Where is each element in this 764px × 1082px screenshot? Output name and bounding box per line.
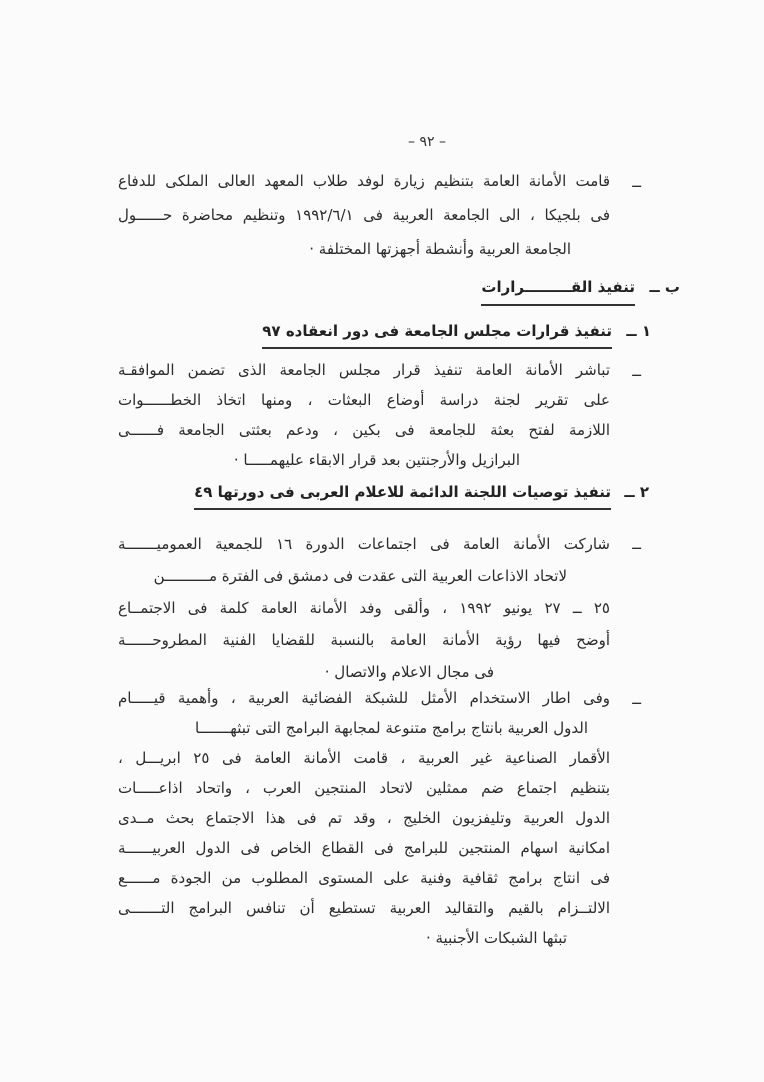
subsection-2-marker: ٢ ــ xyxy=(624,483,649,501)
bullet-dash-icon: ــ xyxy=(632,173,641,191)
text-line: امكانية اسهام المنتجين للبرامج فى القطاع الخاص فى الدول العربيــــــة xyxy=(118,839,610,857)
text-line: فى انتاج برامج ثقافية وفنية على المستوى المطلوب من الجودة مــــــع xyxy=(118,869,610,887)
text-line: تباشر الأمانة العامة تنفيذ قرار مجلس الجامعة الذى تضمن الموافقـة xyxy=(118,361,610,379)
subsection-1-marker: ١ ــ xyxy=(626,322,651,340)
text-line: الجامعة العربية وأنشطة أجهزتها المختلفة · xyxy=(309,240,571,258)
section-b-marker: ب ــ xyxy=(649,278,680,296)
text-line: شاركت الأمانة العامة فى اجتماعات الدورة ١٦ للجمعية العموميـــــــة xyxy=(118,535,610,553)
text-line: الالتــزام بالقيم والتقاليد العربية تستطيع أن تنافس البرامج التـــــــى xyxy=(118,899,610,917)
page-number: – ٩٢ – xyxy=(408,134,446,150)
text-line: وفى اطار الاستخدام الأمثل للشبكة الفضائية العربية ، وأهمية قيـــــام xyxy=(118,689,610,707)
text-line: اللازمة لفتح بعثة للجامعة فى بكين ، ودعم بعثتى الجامعة فــــــى xyxy=(118,421,610,439)
text-line: ٢٥ ــ ٢٧ يونيو ١٩٩٢ ، وألقى وفد الأمانة العامة كلمة فى الاجتمــاع xyxy=(118,599,610,617)
text-line: تبثها الشبكات الأجنبية · xyxy=(425,929,567,947)
subsection-1-title: تنفيذ قرارات مجلس الجامعة فى دور انعقاده ٩٧ xyxy=(262,320,612,349)
subsection-2-title: تنفيذ توصيات اللجنة الدائمة للاعلام العربى فى دورتها ٤٩ xyxy=(194,481,611,510)
text-line: فى بلجيكا ، الى الجامعة العربية فى ١٩٩٢/٦/١ وتنظيم محاضرة حــــــول xyxy=(118,206,611,224)
section-b-title: تنفيذ القـــــــــرارات xyxy=(481,276,635,306)
paragraph-item-1 xyxy=(118,355,610,475)
text-line: فى مجال الاعلام والاتصال · xyxy=(324,663,494,681)
text-line: على تقرير لجنة دراسة أوضاع البعثات ، ومنها اتخاذ الخطــــــوات xyxy=(118,391,610,409)
text-line: أوضح فيها رؤية الأمانة العامة بالنسبة للقضايا الفنية المطروحــــــة xyxy=(118,631,610,649)
text-line: لاتحاد الاذاعات العربية التى عقدت فى دمشق فى الفترة مــــــــــن xyxy=(153,567,567,585)
paragraph-item-2-second xyxy=(118,683,610,953)
bullet-dash-icon: ــ xyxy=(632,362,641,380)
bullet-dash-icon: ــ xyxy=(632,535,641,553)
bullet-dash-icon: ــ xyxy=(632,690,641,708)
text-line: الدول العربية وتليفزيون الخليج ، وقد تم فى هذا الاجتماع بحث مــدى xyxy=(118,809,610,827)
paragraph-item-2-first xyxy=(118,528,610,688)
text-line: الدول العربية بانتاج برامج متنوعة لمجابهة البرامج التى تبثهـــــــا xyxy=(194,719,588,737)
intro-paragraph xyxy=(118,164,610,266)
text-line: قامت الأمانة العامة بتنظيم زيارة لوفد طلاب المعهد العالى الملكى للدفاع xyxy=(118,172,610,190)
text-line: الأقمار الصناعية غير العربية ، قامت الأمانة العامة فى ٢٥ ابريـــل ، xyxy=(118,749,610,767)
text-line: بتنظيم اجتماع ضم ممثلين لاتحاد المنتجين العرب ، واتحاد اذاعـــــات xyxy=(118,779,610,797)
text-line: البرازيل والأرجنتين بعد قرار الابقاء عليهمـــــا · xyxy=(233,451,520,469)
